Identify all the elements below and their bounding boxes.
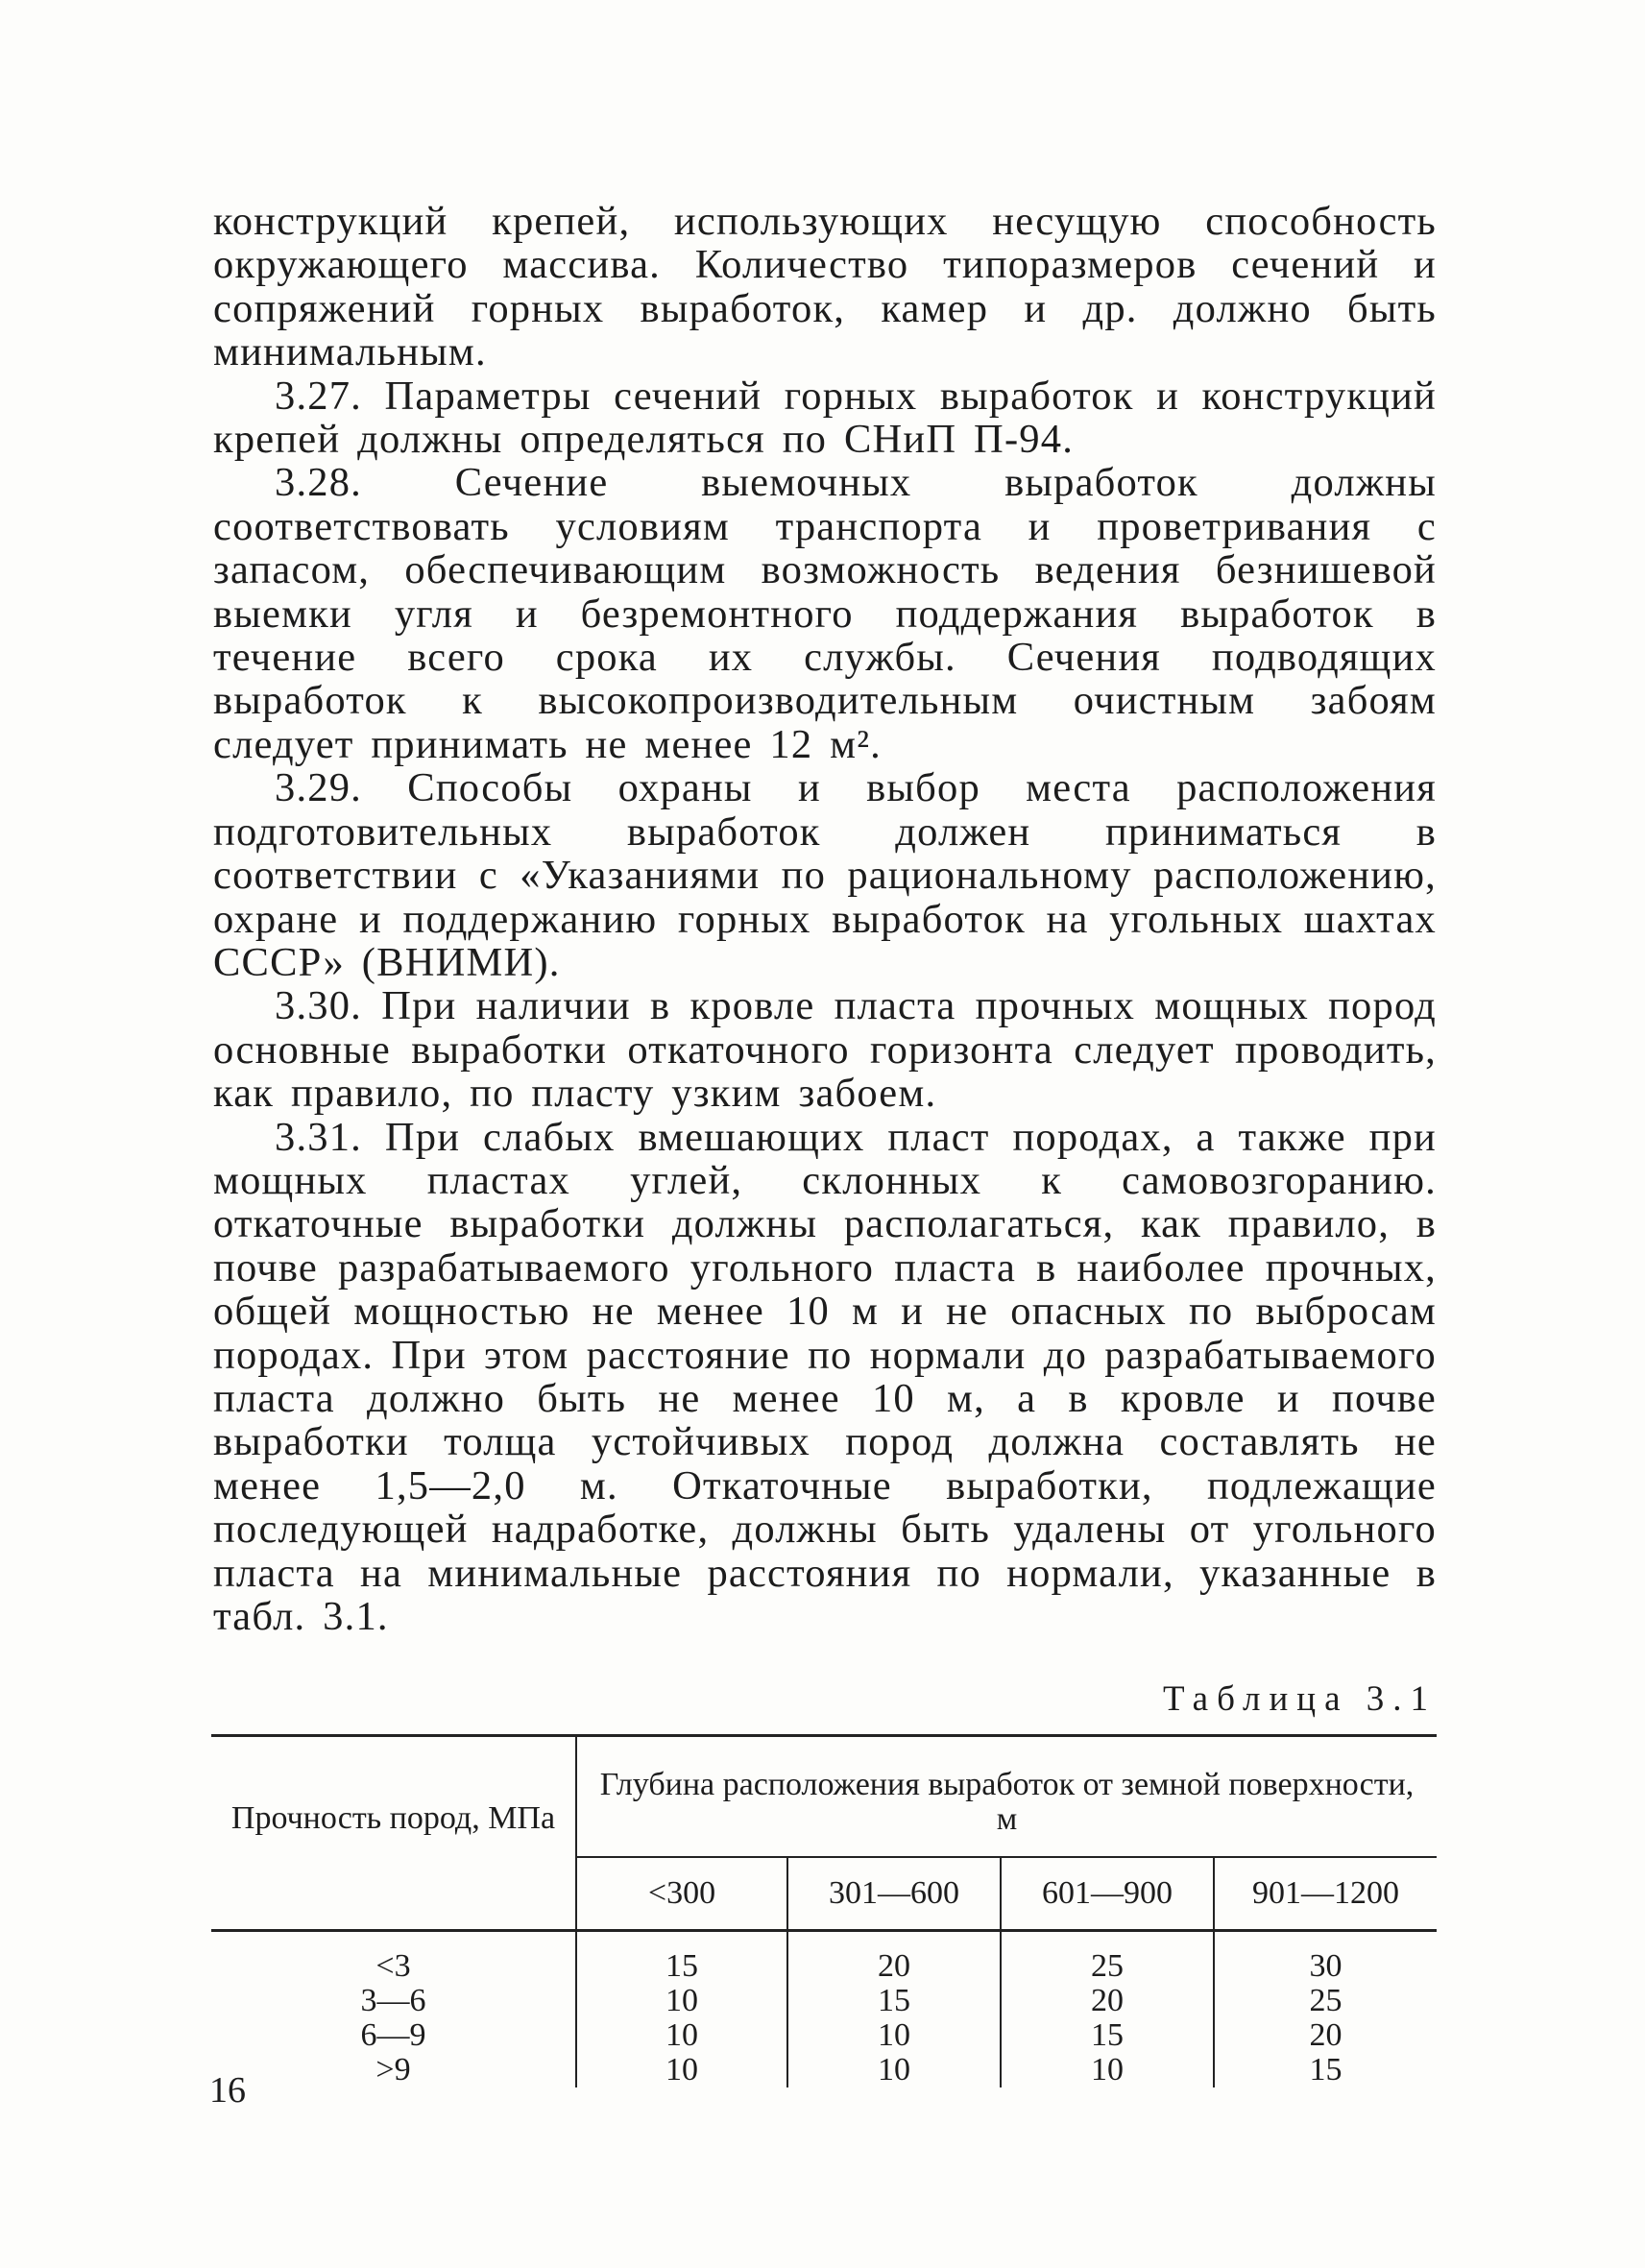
table-cell: 15: [1214, 2053, 1437, 2087]
table-row: [211, 2053, 1437, 2087]
row-header: Прочность пород, МПа: [211, 1736, 576, 1931]
row-label: <3: [375, 1948, 411, 1984]
paragraph-3-27: 3.27. Параметры сечений горных выработок и конструкций крепей должны определяться по СНиП П-94.: [213, 373, 1437, 463]
paragraph-3-29: 3.29. Способы охраны и выбор места расположения подготовительных выработок должен приниматься в соответствии с «Указаниями по рациональному расположению, охране и поддержанию горных выработок на угольных шахтах СССР» (ВНИМИ).: [213, 765, 1437, 985]
table-row: [211, 2018, 1437, 2053]
group-header: Глубина расположения выработок от земной поверхности, м: [576, 1736, 1437, 1857]
page-number: 16: [209, 2070, 246, 2111]
table-cell: 30: [1214, 1931, 1437, 1985]
table-cell: 10: [787, 2018, 1001, 2053]
table-cell: 20: [1214, 2018, 1437, 2053]
depth-table: [211, 1734, 1437, 2087]
table-cell: 15: [787, 1984, 1001, 2018]
body-text: [213, 200, 1437, 1638]
table-cell: 25: [1001, 1931, 1214, 1985]
paragraph-3-28: 3.28. Сечение выемочных выработок должны соответствовать условиям транспорта и проветривания с запасом, обеспечивающим возможность ведения безнишевой выемки угля и безремонтного поддержания выработок в течение всего срока их службы. Сечения подводящих выработок к высокопроизводительным очистным забоям следует принимать не менее 12 м².: [213, 460, 1437, 767]
table-row: [211, 1931, 1437, 1985]
table-cell: 10: [1001, 2053, 1214, 2087]
table-cell: 15: [576, 1931, 787, 1985]
row-label: 3—6: [360, 1983, 426, 2018]
column-header: 901—1200: [1214, 1857, 1437, 1931]
paragraph-3-31: 3.31. При слабых вмешающих пласт породах, а также при мощных пластах углей, склонных к самовозгоранию. откаточные выработки должны располагаться, как правило, в почве разрабатываемого угольного пласта в наиболее прочных, общей мощностью не менее 10 м и не опасных по выбросам породах. При этом расстояние по нормали до разрабатываемого пласта должно быть не менее 10 м, а в кровле и почве выработки толща устойчивых пород должна составлять не менее 1,5—2,0 м. Откаточные выработки, подлежащие последующей надработке, должны быть удалены от угольного пласта на минимальные расстояния по нормали, указанные в табл. 3.1.: [213, 1114, 1437, 1639]
row-label: >9: [375, 2052, 411, 2087]
table-cell: 10: [576, 2053, 787, 2087]
table-cell: 10: [576, 1984, 787, 2018]
table-cell: 10: [787, 2053, 1001, 2087]
paragraph-3-30: 3.30. При наличии в кровле пласта прочных мощных пород основные выработки откаточного горизонта следует проводить, как правило, по пласту узким забоем.: [213, 983, 1437, 1117]
column-header: 601—900: [1001, 1857, 1214, 1931]
column-header: <300: [576, 1857, 787, 1931]
table-cell: 25: [1214, 1984, 1437, 2018]
row-label: 6—9: [360, 2017, 426, 2053]
table-row: [211, 1984, 1437, 2018]
paragraph-continuation: конструкций крепей, использующих несущую способность окружающего массива. Количество типоразмеров сечений и сопряжений горных выработок, камер и др. должно быть минимальным.: [213, 199, 1437, 375]
table-cell: 20: [787, 1931, 1001, 1985]
table-cell: 10: [576, 2018, 787, 2053]
table-cell: 15: [1001, 2018, 1214, 2053]
table-cell: 20: [1001, 1984, 1214, 2018]
column-header: 301—600: [787, 1857, 1001, 1931]
table-caption: Таблица 3.1: [1163, 1679, 1437, 1719]
